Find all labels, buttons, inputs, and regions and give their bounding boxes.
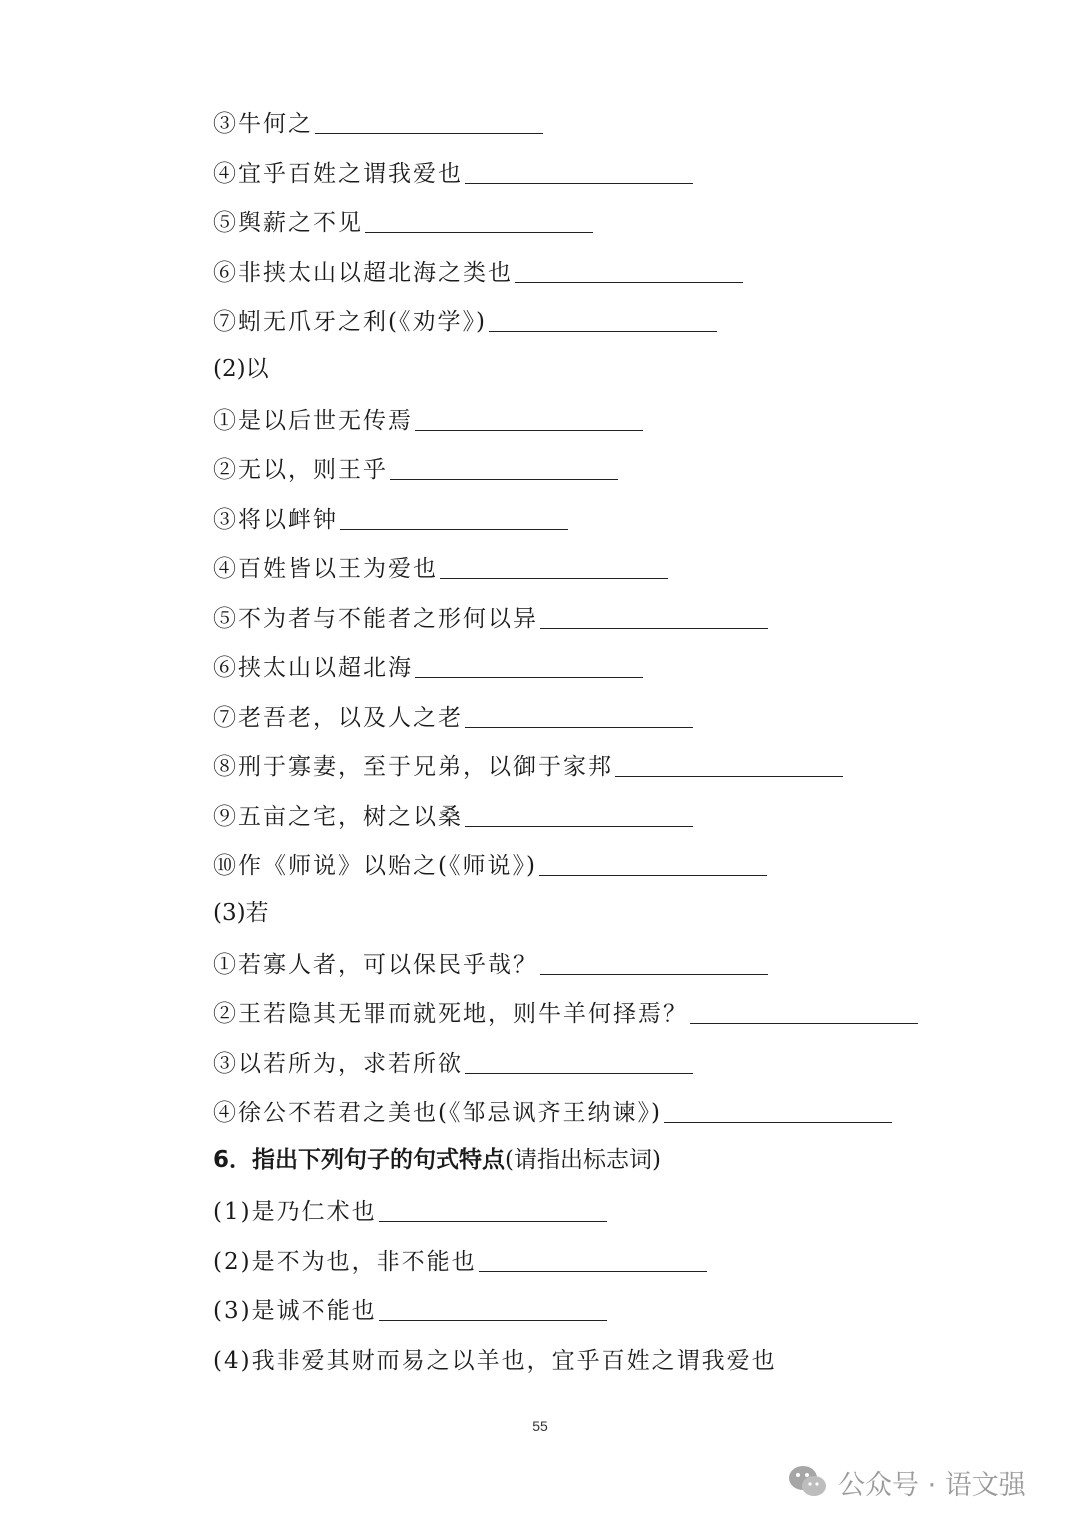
exercise-line bbox=[213, 545, 668, 585]
exercise-text: ③牛何之 bbox=[213, 111, 313, 137]
exercise-line bbox=[213, 793, 693, 833]
exercise-text: ⑨五亩之宅，树之以桑 bbox=[213, 804, 463, 830]
question-6-title: 6．指出下列句子的句式特点 bbox=[213, 1147, 506, 1173]
answer-blank[interactable] bbox=[615, 775, 843, 777]
answer-blank[interactable] bbox=[664, 1121, 892, 1123]
answer-blank[interactable] bbox=[415, 676, 643, 678]
exercise-line bbox=[213, 1337, 777, 1377]
answer-blank[interactable] bbox=[340, 528, 568, 530]
answer-blank[interactable] bbox=[515, 281, 743, 283]
exercise-line bbox=[213, 100, 543, 140]
exercise-text: ⑩作《师说》以贻之(《师说》) bbox=[213, 853, 537, 879]
watermark-text: 公众号 · 语文强 bbox=[838, 1469, 1026, 1501]
answer-blank[interactable] bbox=[465, 825, 693, 827]
exercise-line bbox=[213, 298, 717, 338]
exercise-line bbox=[213, 496, 568, 536]
page-number: 55 bbox=[532, 1418, 548, 1434]
answer-blank[interactable] bbox=[690, 1022, 918, 1024]
exercise-line bbox=[213, 644, 643, 684]
exercise-text: (4)我非爱其财而易之以羊也，宜乎百姓之谓我爱也 bbox=[213, 1348, 777, 1374]
exercise-line bbox=[213, 446, 618, 486]
exercise-line bbox=[213, 199, 593, 239]
exercise-text: (1)是乃仁术也 bbox=[213, 1199, 377, 1225]
answer-blank[interactable] bbox=[465, 182, 693, 184]
answer-blank[interactable] bbox=[415, 429, 643, 431]
exercise-text: ③将以衅钟 bbox=[213, 507, 338, 533]
section-heading-ruo: (3)若 bbox=[213, 900, 269, 926]
watermark bbox=[786, 1460, 1026, 1504]
exercise-line bbox=[213, 842, 767, 882]
exercise-text: ②王若隐其无罪而就死地，则牛羊何择焉？ bbox=[213, 1001, 688, 1027]
answer-blank[interactable] bbox=[540, 973, 768, 975]
answer-blank[interactable] bbox=[379, 1319, 607, 1321]
exercise-text: ⑤不为者与不能者之形何以异 bbox=[213, 606, 538, 632]
exercise-text: ⑧刑于寡妻，至于兄弟，以御于家邦 bbox=[213, 754, 613, 780]
exercise-line bbox=[213, 1188, 607, 1228]
answer-blank[interactable] bbox=[315, 132, 543, 134]
exercise-line bbox=[213, 694, 693, 734]
exercise-text: ⑤舆薪之不见 bbox=[213, 210, 363, 236]
exercise-line bbox=[213, 941, 768, 981]
answer-blank[interactable] bbox=[479, 1270, 707, 1272]
exercise-text: ③以若所为，求若所欲 bbox=[213, 1051, 463, 1077]
exercise-line bbox=[213, 743, 843, 783]
exercise-text: ⑥非挟太山以超北海之类也 bbox=[213, 260, 513, 286]
exercise-line bbox=[213, 1089, 892, 1129]
exercise-line bbox=[213, 595, 768, 635]
answer-blank[interactable] bbox=[465, 726, 693, 728]
answer-blank[interactable] bbox=[440, 577, 668, 579]
question-6-note: (请指出标志词) bbox=[505, 1147, 661, 1173]
exercise-text: ①若寡人者，可以保民乎哉？ bbox=[213, 952, 538, 978]
exercise-line bbox=[213, 990, 918, 1030]
answer-blank[interactable] bbox=[365, 231, 593, 233]
exercise-line bbox=[213, 1238, 707, 1278]
exercise-line bbox=[213, 249, 743, 289]
answer-blank[interactable] bbox=[465, 1072, 693, 1074]
exercise-text: ①是以后世无传焉 bbox=[213, 408, 413, 434]
exercise-text: ②无以，则王乎 bbox=[213, 457, 388, 483]
exercise-text: ④宜乎百姓之谓我爱也 bbox=[213, 161, 463, 187]
exercise-text: ④百姓皆以王为爱也 bbox=[213, 556, 438, 582]
answer-blank[interactable] bbox=[390, 478, 618, 480]
exercise-text: ④徐公不若君之美也(《邹忌讽齐王纳谏》) bbox=[213, 1100, 662, 1126]
question-6-heading bbox=[213, 1144, 661, 1176]
exercise-line bbox=[213, 397, 643, 437]
exercise-line bbox=[213, 1287, 607, 1327]
wechat-icon bbox=[786, 1462, 830, 1502]
answer-blank[interactable] bbox=[539, 874, 767, 876]
answer-blank[interactable] bbox=[540, 627, 768, 629]
answer-blank[interactable] bbox=[379, 1220, 607, 1222]
exercise-text: (2)是不为也，非不能也 bbox=[213, 1249, 477, 1275]
exercise-text: ⑦老吾老，以及人之老 bbox=[213, 705, 463, 731]
exercise-line bbox=[213, 1040, 693, 1080]
exercise-line bbox=[213, 150, 693, 190]
exercise-text: ⑦蚓无爪牙之利(《劝学》) bbox=[213, 309, 487, 335]
section-heading-yi: (2)以 bbox=[213, 356, 269, 382]
exercise-text: ⑥挟太山以超北海 bbox=[213, 655, 413, 681]
answer-blank[interactable] bbox=[489, 330, 717, 332]
exercise-text: (3)是诚不能也 bbox=[213, 1298, 377, 1324]
